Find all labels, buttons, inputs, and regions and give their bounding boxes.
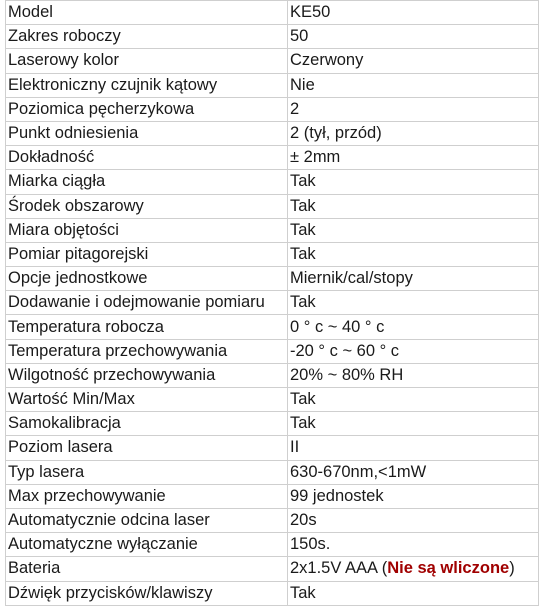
spec-value: 20s [288,508,539,532]
spec-value: Tak [288,218,539,242]
spec-value: Czerwony [288,49,539,73]
spec-label: Opcje jednostkowe [6,267,288,291]
spec-label: Model [6,1,288,25]
spec-row [6,170,539,194]
spec-label: Temperatura przechowywania [6,339,288,363]
spec-row [6,533,539,557]
spec-value: -20 ° c ~ 60 ° c [288,339,539,363]
spec-value: 0 ° c ~ 40 ° c [288,315,539,339]
spec-label: Laserowy kolor [6,49,288,73]
spec-value: 2 [288,97,539,121]
spec-value: 2 (tył, przód) [288,121,539,145]
spec-row [6,557,539,581]
spec-value: 50 [288,25,539,49]
spec-row [6,146,539,170]
spec-value: KE50 [288,1,539,25]
spec-label: Automatycznie odcina laser [6,508,288,532]
spec-label: Miara objętości [6,218,288,242]
spec-label: Temperatura robocza [6,315,288,339]
spec-row [6,315,539,339]
spec-value: Tak [288,194,539,218]
spec-label: Wartość Min/Max [6,388,288,412]
spec-row [6,25,539,49]
spec-label: Wilgotność przechowywania [6,363,288,387]
spec-row [6,436,539,460]
spec-row [6,484,539,508]
spec-label: Poziom lasera [6,436,288,460]
spec-label: Automatyczne wyłączanie [6,533,288,557]
spec-row [6,242,539,266]
spec-value: Tak [288,242,539,266]
spec-label: Zakres roboczy [6,25,288,49]
spec-row [6,267,539,291]
spec-label: Dźwięk przycisków/klawiszy [6,581,288,605]
spec-value: 20% ~ 80% RH [288,363,539,387]
spec-value-prefix: 2x1.5V AAA ( [290,559,388,578]
spec-value-suffix: ) [509,559,515,578]
spec-value: Nie [288,73,539,97]
spec-table-body [6,1,539,606]
spec-label: Dodawanie i odejmowanie pomiaru [6,291,288,315]
spec-value: Tak [288,291,539,315]
spec-label: Miarka ciągła [6,170,288,194]
spec-row [6,581,539,605]
spec-label: Środek obszarowy [6,194,288,218]
spec-row [6,121,539,145]
spec-row [6,339,539,363]
spec-value: Tak [288,170,539,194]
spec-value [288,557,539,581]
spec-label: Punkt odniesienia [6,121,288,145]
spec-label: Elektroniczny czujnik kątowy [6,73,288,97]
spec-row [6,49,539,73]
spec-label: Max przechowywanie [6,484,288,508]
spec-value: 630-670nm,<1mW [288,460,539,484]
spec-value: Miernik/cal/stopy [288,267,539,291]
spec-row [6,363,539,387]
spec-row [6,291,539,315]
spec-value: Tak [288,388,539,412]
spec-value: ± 2mm [288,146,539,170]
spec-row [6,1,539,25]
spec-value-note: Nie są wliczone [387,559,510,578]
spec-row [6,508,539,532]
spec-label: Typ lasera [6,460,288,484]
spec-table [5,0,539,606]
spec-label: Pomiar pitagorejski [6,242,288,266]
spec-row [6,412,539,436]
spec-value: II [288,436,539,460]
spec-row [6,73,539,97]
spec-label: Dokładność [6,146,288,170]
spec-row [6,388,539,412]
spec-row [6,460,539,484]
spec-value: Tak [288,581,539,605]
spec-row [6,97,539,121]
spec-row [6,194,539,218]
spec-value: 99 jednostek [288,484,539,508]
spec-label: Bateria [6,557,288,581]
spec-label: Samokalibracja [6,412,288,436]
spec-label: Poziomica pęcherzykowa [6,97,288,121]
spec-row [6,218,539,242]
spec-value: Tak [288,412,539,436]
spec-value: 150s. [288,533,539,557]
